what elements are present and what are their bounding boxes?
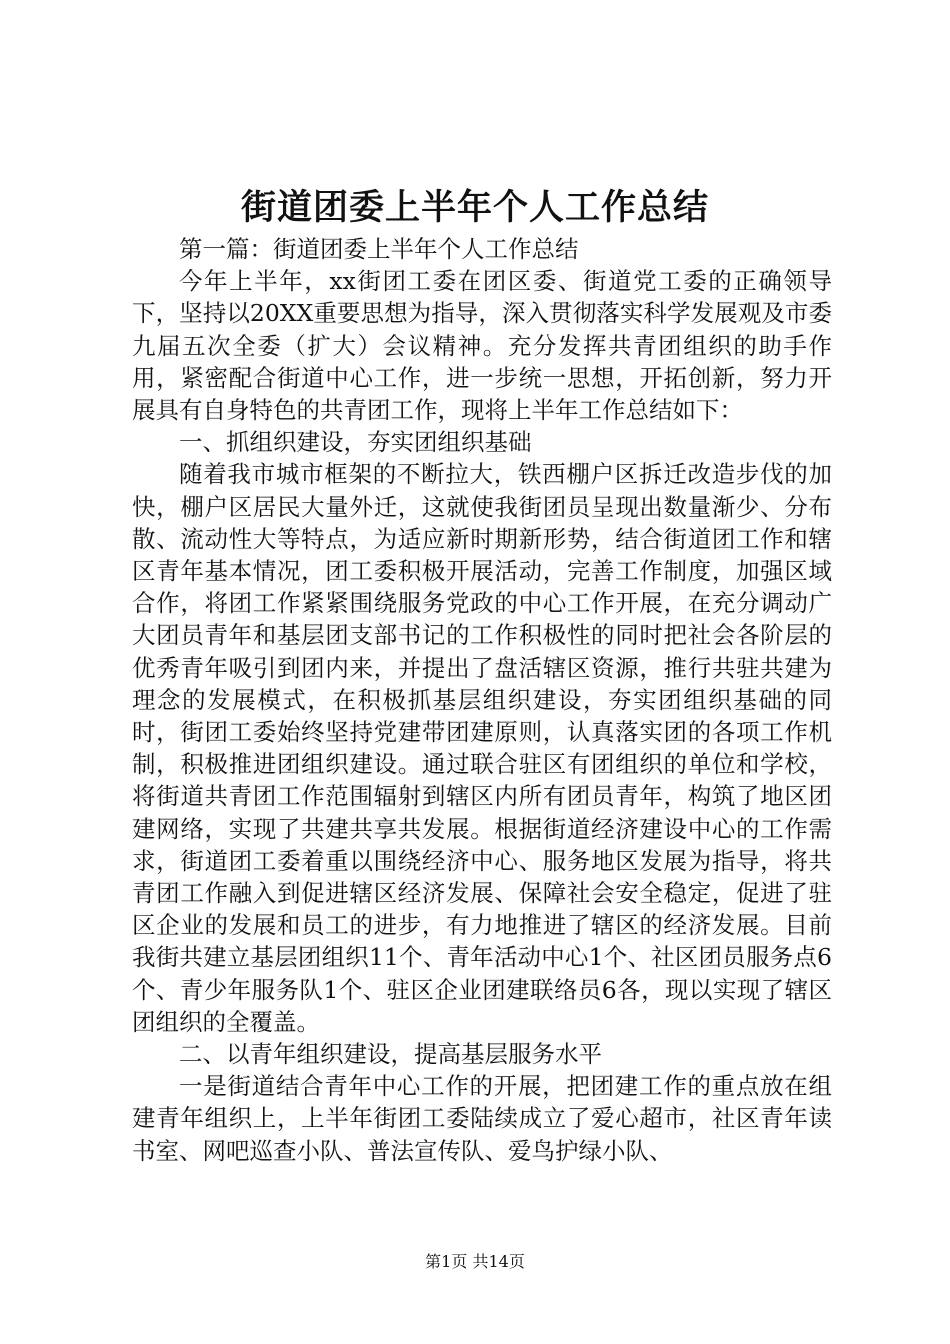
total-pages: 共14页 <box>472 1252 525 1271</box>
document-title: 街道团委上半年个人工作总结 <box>240 187 709 228</box>
intro-paragraph: 今年上半年，xx街团工委在团区委、街道党工委的正确领导下，坚持以20XX重要思想为指导，深入贯彻落实科学发展观及市委九届五次全委（扩大）会议精神。充分发挥共青团组织的助手作用，紧密配合街道中心工作，进一步统一思想，开拓创新，努力开展具有自身特色的共青团工作，现将上半年工作总结如下： <box>132 267 832 425</box>
document-body <box>132 233 832 1167</box>
youth-groups-paragraph: 一是街道结合青年中心工作的开展，把团建工作的重点放在组建青年组织上，上半年街团工委陆续成立了爱心超市，社区青年读书室、网吧巡查小队、普法宣传队、爱鸟护绿小队、 <box>132 1072 832 1165</box>
section-heading-organization: 一、抓组织建设，夯实团组织基础 <box>179 428 532 457</box>
organization-paragraph: 随着我市城市框架的不断拉大，铁西棚户区拆迁改造步伐的加快，棚户区居民大量外迁，这就使我街团员呈现出数量渐少、分布散、流动性大等特点，为适应新时期新形势，结合街道团工作和辖区青年基本情况，团工委积极开展活动，完善工作制度，加强区域合作，将团工作紧紧围绕服务党政的中心工作开展，在充分调动广大团员青年和基层团支部书记的工作积极性的同时把社会各阶层的优秀青年吸引到团内来，并提出了盘活辖区资源，推行共驻共建为理念的发展模式，在积极抓基层组织建设，夯实团组织基础的同时，街团工委始终坚持党建带团建原则，认真落实团的各项工作机制，积极推进团组织建设。通过联合驻区有团组织的单位和学校，将街道共青团工作范围辐射到辖区内所有团员青年，构筑了地区团建网络，实现了共建共享共发展。根据街道经济建设中心的工作需求，街道团工委着重以围绕经济中心、服务地区发展为指导，将共青团工作融入到促进辖区经济发展、保障社会安全稳定，促进了驻区企业的发展和员工的进步，有力地推进了辖区的经济发展。目前我街共建立基层团组织11个、青年活动中心1个、社区团员服务点6个、青少年服务队1个、驻区企业团建联络员6各，现以实现了辖区团组织的全覆盖。 <box>132 460 832 1036</box>
page-footer <box>0 1252 950 1272</box>
page-number: 第1页 <box>425 1252 468 1271</box>
section-heading-youth-groups: 二、以青年组织建设，提高基层服务水平 <box>179 1040 602 1069</box>
section-heading-part-one: 第一篇：街道团委上半年个人工作总结 <box>179 235 579 263</box>
